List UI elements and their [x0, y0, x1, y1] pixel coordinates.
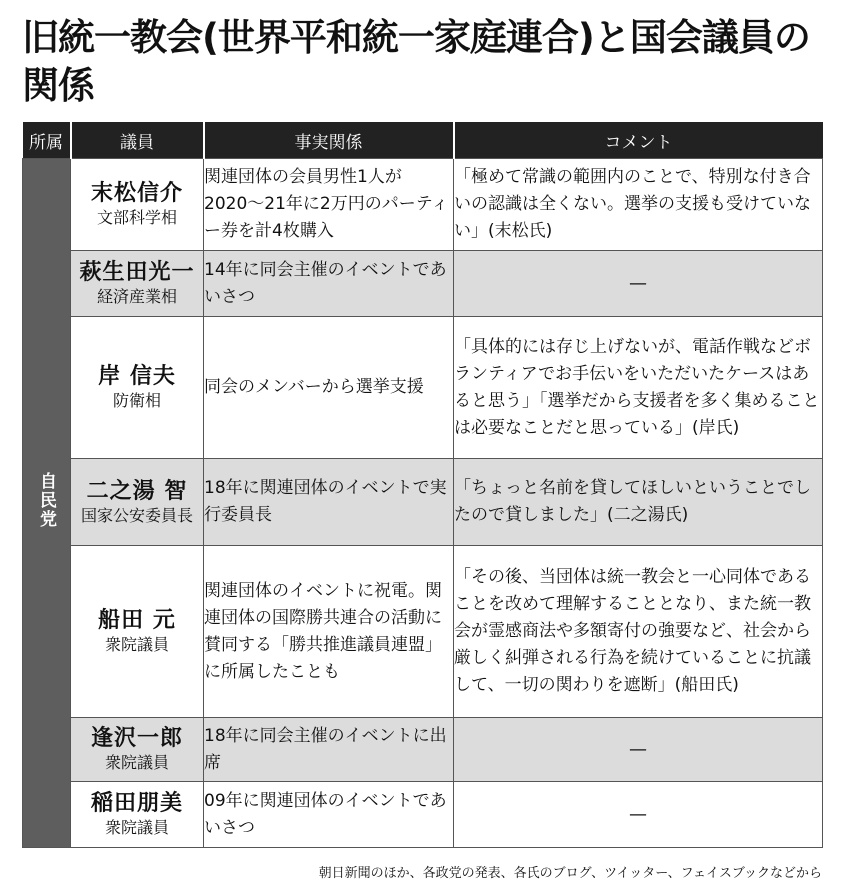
comment-cell: 「その後、当団体は統一教会と一心同体であることを改めて理解することとなり、また統一教会が霊感商法や多額寄付の強要など、社会から厳しく糾弾される行為を続けていることに抗議して、一切の関わりを遮断」(船田氏) — [454, 546, 823, 718]
comment-cell: 「極めて常識の範囲内のことで、特別な付き合いの認識は全くない。選挙の支援も受けていない」(末松氏) — [454, 159, 823, 251]
member-name: 稲田朋美 — [90, 791, 183, 816]
member-cell — [71, 459, 204, 546]
comment-cell: — — [454, 251, 823, 317]
fact-cell: 関連団体の会員男性1人が2020〜21年に2万円のパーティー券を計4枚購入 — [204, 159, 454, 251]
header-facts: 事実関係 — [204, 122, 454, 159]
source-note: 朝日新聞のほか、各政党の発表、各氏のブログ、ツイッター、フェイスブックなどから — [318, 866, 822, 881]
party-label: 自民党 — [36, 472, 56, 529]
relations-table — [22, 122, 823, 848]
member-name: 岸 信夫 — [98, 364, 176, 389]
member-cell — [71, 159, 204, 251]
comment-cell: — — [454, 718, 823, 782]
comment-cell: 「具体的には存じ上げないが、電話作戦などボランティアでお手伝いをいただいたケースはあると思う」「選挙だから支援者を多く集めることは必要なことだと思っている」(岸氏) — [454, 317, 823, 459]
table-row — [23, 159, 823, 251]
member-name: 萩生田光一 — [79, 260, 195, 285]
member-name: 二之湯 智 — [86, 478, 188, 504]
header-comment: コメント — [454, 122, 823, 159]
member-role: 衆院議員 — [104, 635, 169, 654]
table-row — [23, 718, 823, 782]
table-row — [23, 782, 823, 848]
member-role: 衆院議員 — [104, 753, 169, 772]
table-row — [23, 546, 823, 718]
fact-cell: 同会のメンバーから選挙支援 — [204, 317, 454, 459]
fact-cell: 18年に同会主催のイベントに出席 — [204, 718, 454, 782]
member-name: 末松信介 — [90, 181, 183, 206]
page-title: 旧統一教会(世界平和統一家庭連合)と国会議員の関係 — [22, 16, 810, 107]
fact-cell: 09年に関連団体のイベントであいさつ — [204, 782, 454, 848]
member-name: 船田 元 — [98, 608, 176, 633]
fact-cell: 関連団体のイベントに祝電。関連団体の国際勝共連合の活動に賛同する「勝共推進議員連盟」に所属したことも — [204, 546, 454, 718]
member-name: 逢沢一郎 — [90, 726, 183, 751]
header-party: 所属 — [23, 122, 71, 159]
party-cell — [23, 159, 71, 848]
comment-cell: 「ちょっと名前を貸してほしいということでしたので貸しました」(二之湯氏) — [454, 459, 823, 546]
member-cell — [71, 718, 204, 782]
member-role: 衆院議員 — [104, 818, 169, 837]
member-role: 経済産業相 — [96, 287, 177, 306]
member-cell — [71, 317, 204, 459]
table-header-row — [23, 122, 823, 159]
table-row — [23, 251, 823, 317]
member-cell — [71, 782, 204, 848]
member-role: 文部科学相 — [96, 208, 177, 227]
member-role: 国家公安委員長 — [80, 505, 193, 525]
member-cell — [71, 251, 204, 317]
fact-cell: 18年に関連団体のイベントで実行委員長 — [204, 459, 454, 546]
fact-cell: 14年に同会主催のイベントであいさつ — [204, 251, 454, 317]
member-cell — [71, 546, 204, 718]
table-row — [23, 459, 823, 546]
comment-cell: — — [454, 782, 823, 848]
member-role: 防衛相 — [112, 391, 161, 410]
table-row — [23, 317, 823, 459]
header-member: 議員 — [71, 122, 204, 159]
